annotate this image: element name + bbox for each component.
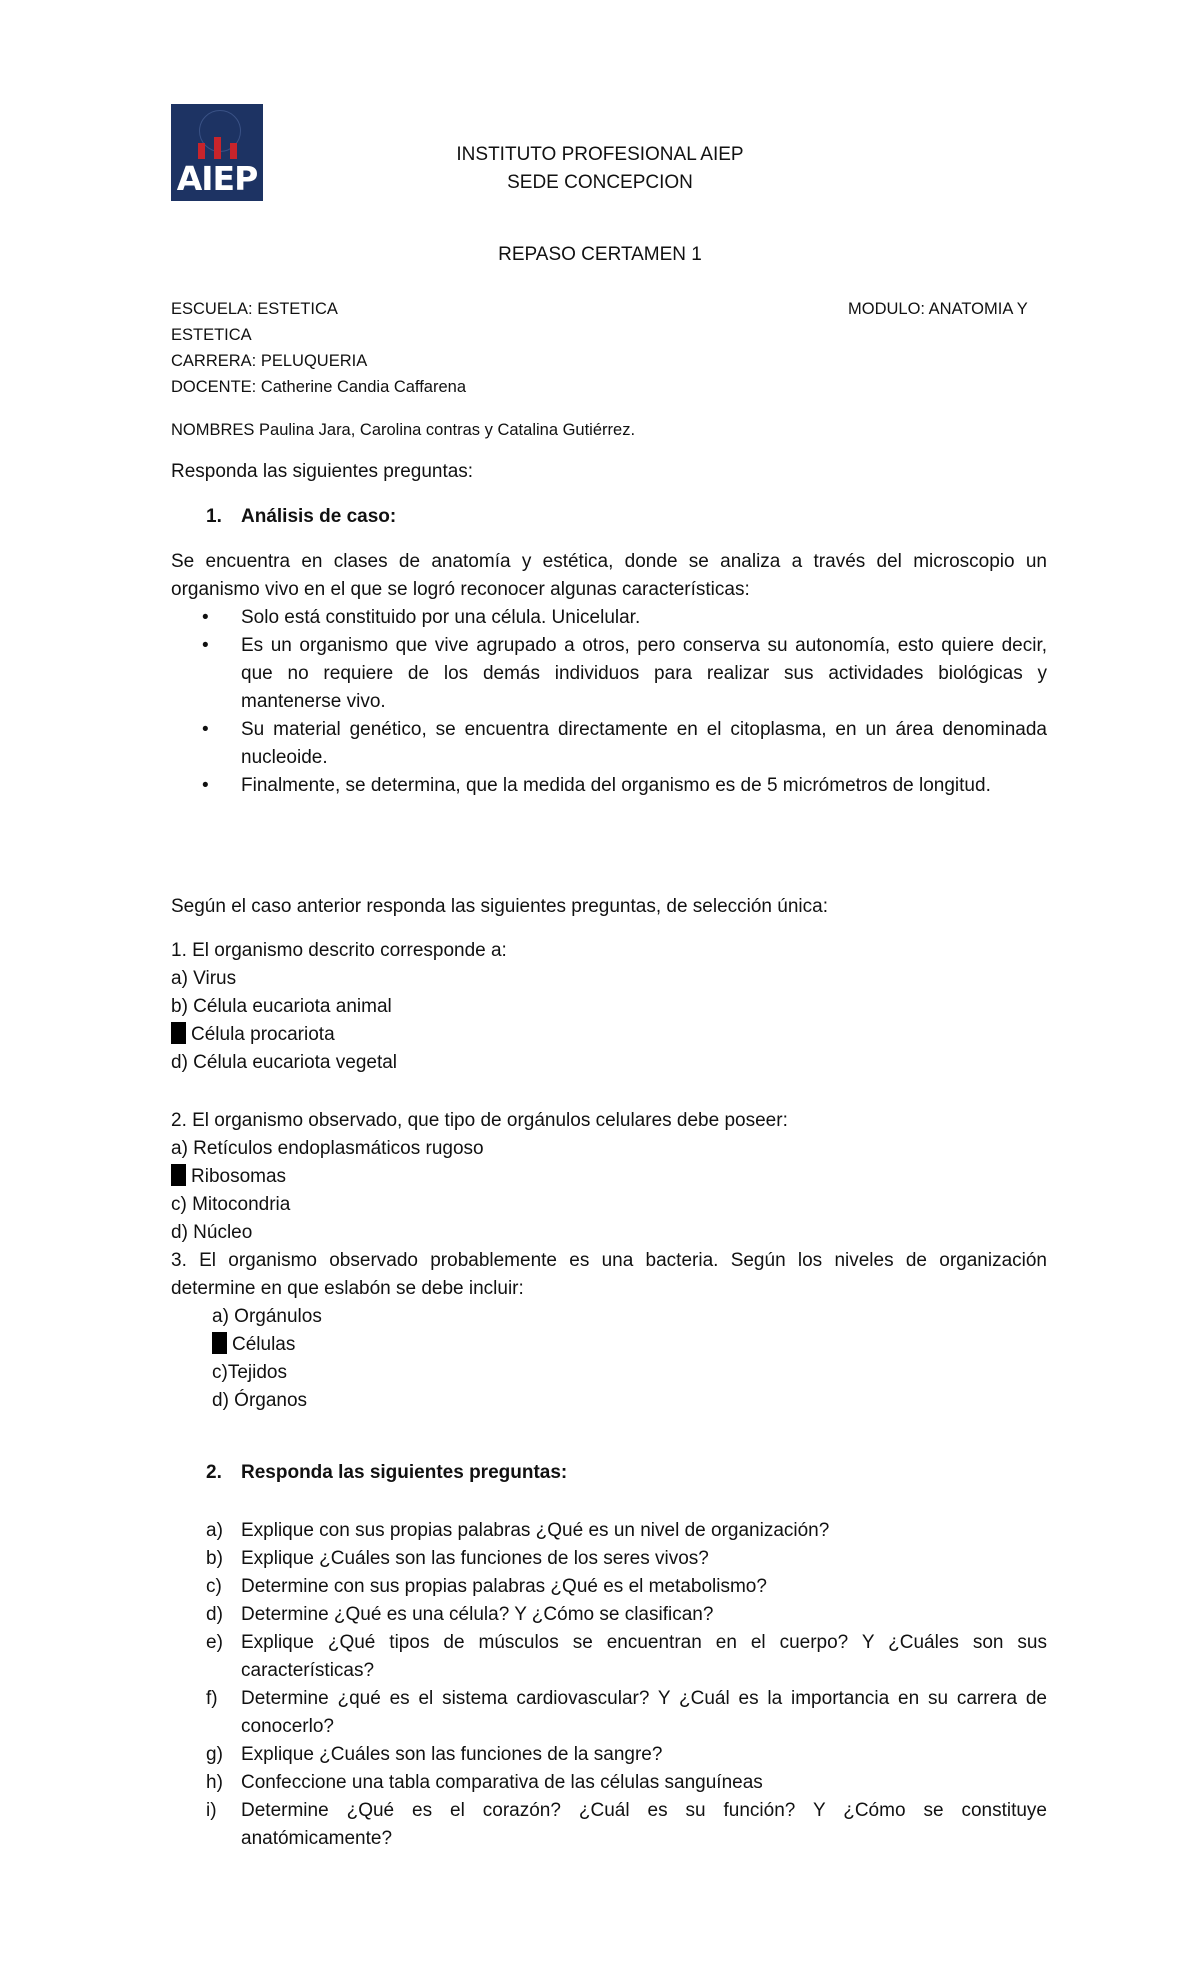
q1-option-b: b) Célula eucariota animal	[171, 996, 392, 1017]
q1-option-d: d) Célula eucariota vegetal	[171, 1052, 398, 1073]
q1-question: 1. El organismo descrito corresponde a:	[171, 940, 507, 961]
q2-option-b	[171, 1163, 286, 1191]
q3-option-d: d) Órganos	[212, 1390, 308, 1411]
question-line: Confeccione una tabla comparativa de las células sanguíneas	[241, 1772, 763, 1793]
question-letter: i)	[206, 1800, 217, 1821]
q2-option-c: c) Mitocondria	[171, 1194, 291, 1215]
q3-question-line2: determine en que eslabón se debe incluir:	[171, 1278, 524, 1299]
q3-option-b	[212, 1331, 295, 1359]
question-line: Explique ¿Qué tipos de músculos se encuentran en el cuerpo? Y ¿Cuáles son sus	[241, 1632, 1047, 1653]
institute-name: INSTITUTO PROFESIONAL AIEP	[456, 144, 744, 165]
q3-question-line1: 3. El organismo observado probablemente es una bacteria. Según los niveles de organización	[171, 1250, 1047, 1271]
q2-option-d: d) Núcleo	[171, 1222, 253, 1243]
question-letter: f)	[206, 1688, 218, 1709]
question-line: Determine ¿Qué es el corazón? ¿Cuál es su función? Y ¿Cómo se constituye	[241, 1800, 1047, 1821]
question-line: Determine con sus propias palabras ¿Qué es el metabolismo?	[241, 1576, 767, 1597]
escuela-label: ESCUELA: ESTETICA	[171, 300, 338, 318]
q3-option-a: a) Orgánulos	[212, 1306, 322, 1327]
bullet-icon: •	[202, 635, 209, 656]
bullet-icon: •	[202, 775, 209, 796]
question-letter: c)	[206, 1576, 222, 1597]
question-line: conocerlo?	[241, 1716, 334, 1737]
question-line: Determine ¿qué es el sistema cardiovascular? Y ¿Cuál es la importancia en su carrera de	[241, 1688, 1047, 1709]
selection-intro: Según el caso anterior responda las siguientes preguntas, de selección única:	[171, 896, 828, 917]
question-line: Explique ¿Cuáles son las funciones de la sangre?	[241, 1744, 663, 1765]
q2-option-a: a) Retículos endoplasmáticos rugoso	[171, 1138, 484, 1159]
q1-option-c-text: Célula procariota	[191, 1024, 335, 1045]
question-letter: e)	[206, 1632, 223, 1653]
modulo-label: MODULO: ANATOMIA Y	[848, 300, 1028, 318]
q1-option-c	[171, 1021, 335, 1049]
question-line: Determine ¿Qué es una célula? Y ¿Cómo se clasifican?	[241, 1604, 714, 1625]
bullet-icon: •	[202, 607, 209, 628]
section2-title: Responda las siguientes preguntas:	[241, 1462, 568, 1483]
q2-question: 2. El organismo observado, que tipo de orgánulos celulares debe poseer:	[171, 1110, 788, 1131]
bullet-icon: •	[202, 719, 209, 740]
q2-option-b-text: Ribosomas	[191, 1166, 287, 1187]
bullet-line: mantenerse vivo.	[241, 691, 386, 712]
bullet-line: Es un organismo que vive agrupado a otros, pero conserva su autonomía, esto quiere decir,	[241, 635, 1047, 656]
bullet-line: Su material genético, se encuentra directamente en el citoplasma, en un área denominada	[241, 719, 1047, 740]
question-line: anatómicamente?	[241, 1828, 393, 1849]
bullet-line: que no requiere de los demás individuos para realizar sus actividades biológicas y	[241, 663, 1047, 684]
section2-number: 2.	[206, 1462, 222, 1483]
question-line: Explique ¿Cuáles son las funciones de los seres vivos?	[241, 1548, 709, 1569]
nombres-label: NOMBRES Paulina Jara, Carolina contras y Catalina Gutiérrez.	[171, 421, 636, 439]
sede-name: SEDE CONCEPCION	[507, 172, 693, 193]
document-title: REPASO CERTAMEN 1	[498, 244, 702, 265]
question-line: Explique con sus propias palabras ¿Qué es un nivel de organización?	[241, 1520, 830, 1541]
bullet-line: nucleoide.	[241, 747, 328, 768]
section1-title: Análisis de caso:	[241, 506, 397, 527]
selected-marker-icon	[171, 1022, 186, 1044]
bullet-line: Solo está constituido por una célula. Unicelular.	[241, 607, 641, 628]
question-line: características?	[241, 1660, 375, 1681]
docente-label: DOCENTE: Catherine Candia Caffarena	[171, 378, 467, 396]
section1-number: 1.	[206, 506, 222, 527]
question-letter: a)	[206, 1520, 223, 1541]
selected-marker-icon	[212, 1332, 227, 1354]
intro-text: Responda las siguientes preguntas:	[171, 461, 474, 482]
q3-option-c: c)Tejidos	[212, 1362, 287, 1383]
q1-option-a: a) Virus	[171, 968, 237, 989]
question-letter: h)	[206, 1772, 223, 1793]
logo-text: AIEP	[176, 159, 258, 198]
bullet-line: Finalmente, se determina, que la medida del organismo es de 5 micrómetros de longitud.	[241, 775, 991, 796]
question-letter: d)	[206, 1604, 223, 1625]
case-paragraph-line2: organismo vivo en el que se logró reconocer algunas características:	[171, 579, 750, 600]
question-letter: g)	[206, 1744, 223, 1765]
question-letter: b)	[206, 1548, 223, 1569]
q3-option-b-text: Células	[232, 1334, 296, 1355]
case-paragraph-line1: Se encuentra en clases de anatomía y estética, donde se analiza a través del microscopio un	[171, 551, 1047, 572]
selected-marker-icon	[171, 1164, 186, 1186]
carrera-label: CARRERA: PELUQUERIA	[171, 352, 368, 370]
modulo-continuation: ESTETICA	[171, 326, 252, 344]
